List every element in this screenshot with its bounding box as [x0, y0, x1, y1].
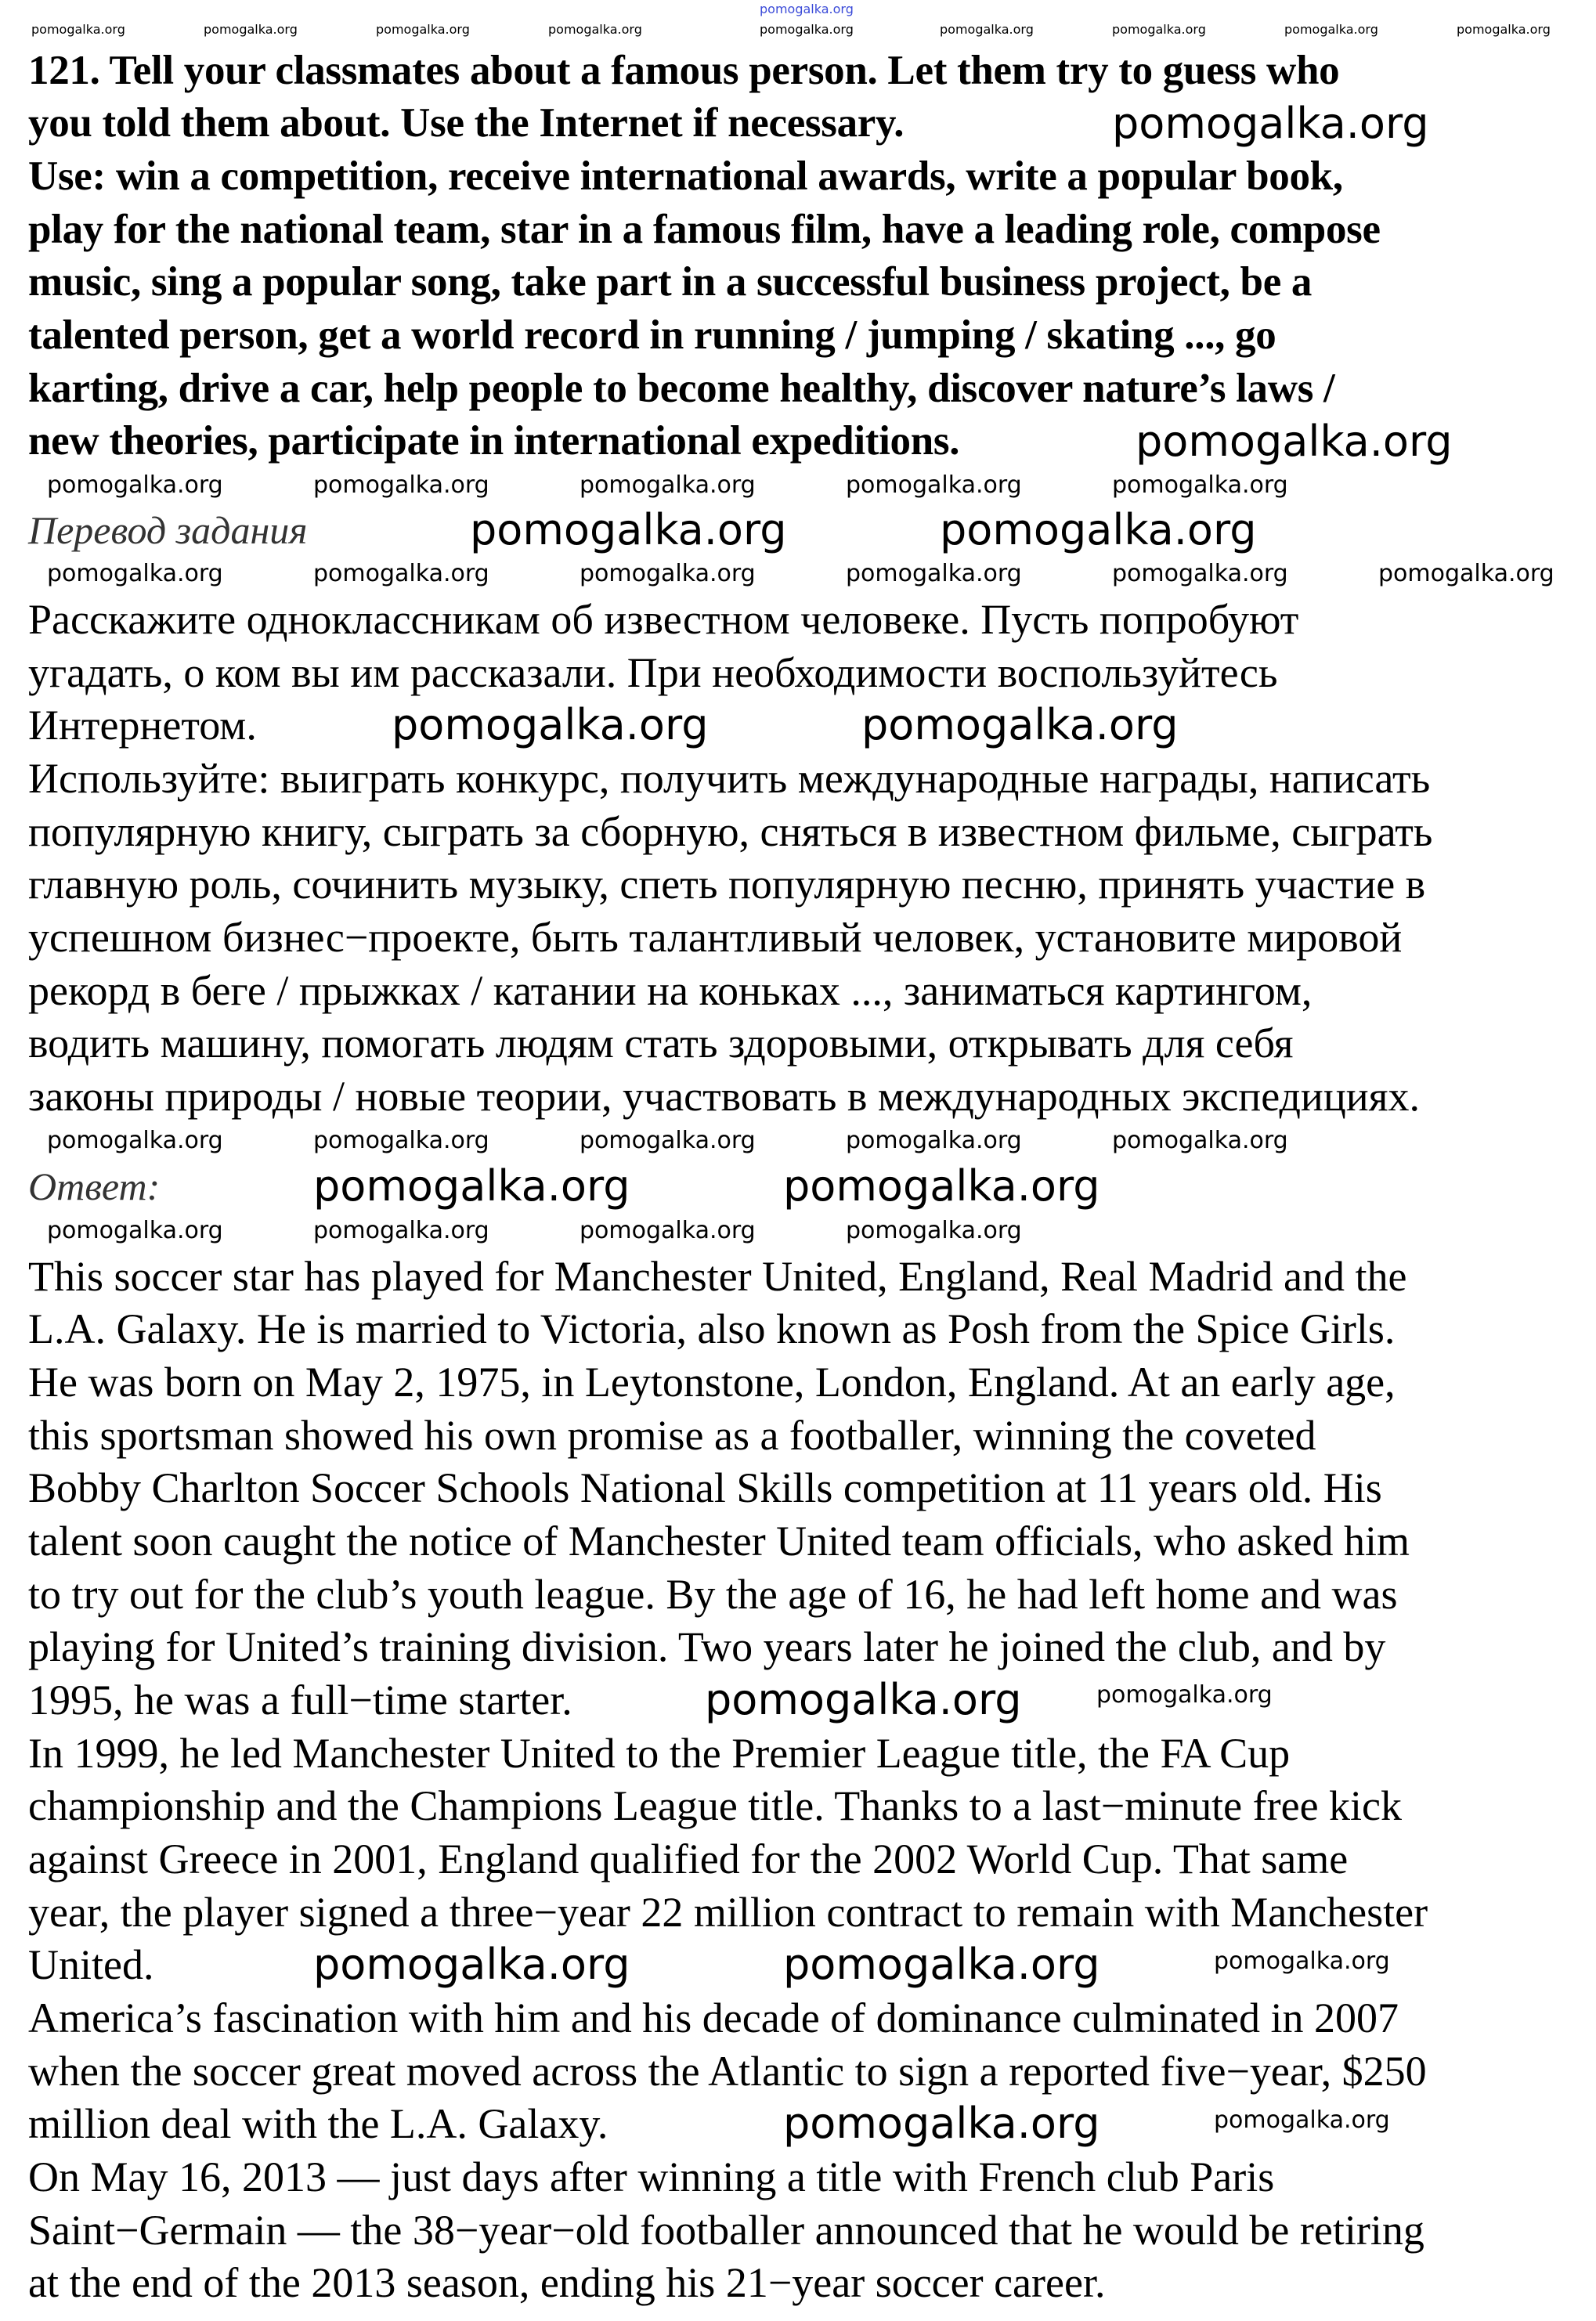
watermark: pomogalka.org	[940, 505, 1257, 554]
watermark: pomogalka.org	[47, 560, 223, 587]
watermark: pomogalka.org	[783, 1940, 1100, 1989]
watermark: pomogalka.org	[548, 22, 642, 37]
answer-text-line: America’s fascination with him and his decade of dominance culminated in 2007	[28, 1994, 1399, 2041]
task-text-line: music, sing a popular song, take part in a successful business project, be a	[28, 259, 1313, 305]
translation-text-line: успешном бизнес−проекте, быть талантливый человек, установите мировой	[28, 914, 1403, 961]
answer-text-line: talent soon caught the notice of Manchester United team officials, who asked him	[28, 1518, 1410, 1565]
watermark: pomogalka.org	[1214, 1947, 1390, 1975]
watermark: pomogalka.org	[47, 471, 223, 499]
translation-text-line: рекорд в беге / прыжках / катании на коньках ..., заниматься картингом,	[28, 967, 1313, 1014]
answer-text-line: In 1999, he led Manchester United to the Premier League title, the FA Cup	[28, 1730, 1291, 1777]
answer-text-line: million deal with the L.A. Galaxy.	[28, 2100, 608, 2147]
translation-text-line: угадать, о ком вы им рассказали. При необходимости воспользуйтесь	[28, 649, 1278, 696]
watermark: pomogalka.org	[846, 1217, 1022, 1244]
watermark: pomogalka.org	[1096, 1681, 1273, 1709]
watermark: pomogalka.org	[580, 560, 756, 587]
task-text-line: 121. Tell your classmates about a famous person. Let them try to guess who	[28, 48, 1340, 93]
watermark: pomogalka.org	[846, 1127, 1022, 1154]
task-text-line: new theories, participate in international expeditions.	[28, 418, 960, 464]
watermark: pomogalka.org	[861, 700, 1179, 749]
task-text-line: talented person, get a world record in running / jumping / skating ..., go	[28, 312, 1276, 358]
answer-heading: Ответ:	[28, 1164, 161, 1208]
watermark: pomogalka.org	[783, 2099, 1100, 2148]
answer-text-line: when the soccer great moved across the Atlantic to sign a reported five−year, $250	[28, 2048, 1427, 2095]
watermark: pomogalka.org	[705, 1675, 1022, 1724]
watermark: pomogalka.org	[31, 22, 125, 37]
task-text-line: you told them about. Use the Internet if necessary.	[28, 100, 905, 146]
translation-text-line: законы природы / новые теории, участвовать в международных экспедициях.	[28, 1073, 1420, 1120]
task-text-line: play for the national team, star in a famous film, have a leading role, compose	[28, 207, 1381, 252]
watermark: pomogalka.org	[580, 1127, 756, 1154]
watermark: pomogalka.org	[580, 471, 756, 499]
watermark: pomogalka.org	[313, 1127, 489, 1154]
answer-text-line: On May 16, 2013 — just days after winning a title with French club Paris	[28, 2153, 1275, 2200]
translation-text-line: Расскажите одноклассникам об известном человеке. Пусть попробуют	[28, 596, 1299, 643]
watermark: pomogalka.org	[1136, 417, 1453, 466]
task-text-line: Use: win a competition, receive international awards, write a popular book,	[28, 153, 1343, 199]
watermark: pomogalka.org	[1112, 471, 1288, 499]
watermark: pomogalka.org	[1378, 560, 1554, 587]
watermark: pomogalka.org	[760, 22, 854, 37]
watermark: pomogalka.org	[580, 1217, 756, 1244]
watermark: pomogalka.org	[1112, 99, 1429, 148]
translation-text-line: Используйте: выиграть конкурс, получить международные награды, написать	[28, 755, 1431, 802]
translation-text-line: водить машину, помогать людям стать здоровыми, открывать для себя	[28, 1020, 1294, 1067]
answer-text-line: to try out for the club’s youth league. By the age of 16, he had left home and was	[28, 1571, 1398, 1618]
answer-text-line: playing for United’s training division. Two years later he joined the club, and by	[28, 1623, 1386, 1670]
watermark: pomogalka.org	[1112, 560, 1288, 587]
watermark: pomogalka.org	[313, 471, 489, 499]
translation-text-line: главную роль, сочинить музыку, спеть популярную песню, принять участие в	[28, 861, 1426, 908]
watermark: pomogalka.org	[313, 1217, 489, 1244]
watermark: pomogalka.org	[846, 471, 1022, 499]
watermark: pomogalka.org	[1112, 22, 1206, 37]
watermark: pomogalka.org	[313, 560, 489, 587]
watermark: pomogalka.org	[940, 22, 1034, 37]
watermark: pomogalka.org	[47, 1217, 223, 1244]
translation-heading: Перевод задания	[28, 508, 308, 552]
watermark: pomogalka.org	[846, 560, 1022, 587]
watermark: pomogalka.org	[392, 700, 709, 749]
watermark: pomogalka.org	[1112, 1127, 1288, 1154]
answer-text-line: 1995, he was a full−time starter.	[28, 1677, 572, 1724]
answer-text-line: championship and the Champions League title. Thanks to a last−minute free kick	[28, 1782, 1403, 1829]
answer-text-line: He was born on May 2, 1975, in Leytonstone, London, England. At an early age,	[28, 1359, 1396, 1406]
answer-text-line: Bobby Charlton Soccer Schools National Skills competition at 11 years old. His	[28, 1464, 1382, 1511]
answer-text-line: This soccer star has played for Manchester United, England, Real Madrid and the	[28, 1253, 1407, 1300]
answer-text-line: United.	[28, 1941, 154, 1988]
watermark: pomogalka.org	[313, 1940, 630, 1989]
watermark: pomogalka.org	[760, 2, 854, 16]
answer-text-line: year, the player signed a three−year 22 million contract to remain with Manchester	[28, 1889, 1428, 1936]
watermark: pomogalka.org	[1284, 22, 1378, 37]
translation-text-line: Интернетом.	[28, 702, 257, 749]
answer-text-line: L.A. Galaxy. He is married to Victoria, also known as Posh from the Spice Girls.	[28, 1305, 1396, 1352]
watermark: pomogalka.org	[783, 1161, 1100, 1211]
answer-text-line: this sportsman showed his own promise as a footballer, winning the coveted	[28, 1412, 1316, 1459]
watermark: pomogalka.org	[1457, 22, 1551, 37]
answer-text-line: against Greece in 2001, England qualified for the 2002 World Cup. That same	[28, 1836, 1349, 1882]
watermark: pomogalka.org	[1214, 2106, 1390, 2134]
watermark: pomogalka.org	[313, 1161, 630, 1211]
task-text-line: karting, drive a car, help people to become healthy, discover nature’s laws /	[28, 366, 1335, 411]
translation-text-line: популярную книгу, сыграть за сборную, сняться в известном фильме, сыграть	[28, 808, 1433, 855]
watermark: pomogalka.org	[376, 22, 470, 37]
watermark: pomogalka.org	[204, 22, 298, 37]
answer-text-line: Saint−Germain — the 38−year−old footballer announced that he would be retiring	[28, 2207, 1424, 2254]
watermark: pomogalka.org	[47, 1127, 223, 1154]
answer-text-line: at the end of the 2013 season, ending his 21−year soccer career.	[28, 2259, 1106, 2306]
watermark: pomogalka.org	[470, 505, 787, 554]
